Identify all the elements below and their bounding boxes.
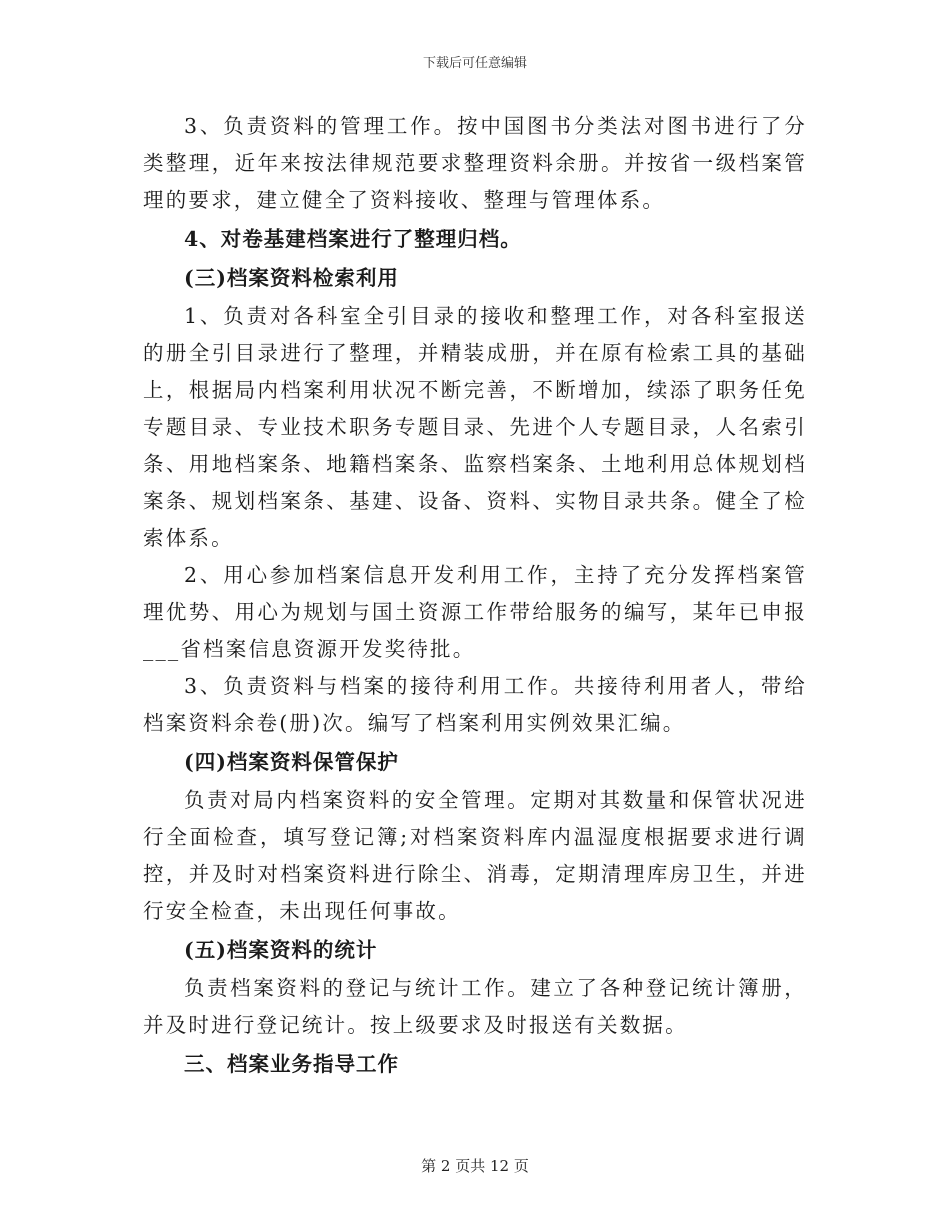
paragraph-safety-management: 负责对局内档案资料的安全管理。定期对其数量和保管状况进行全面检查，填写登记簿;对档案资料库内温湿度根据要求进行调控，并及时对档案资料进行除尘、消毒，定期清理库房卫生，并进行安全检查，未出现任何事故。	[143, 788, 807, 923]
paragraph-reception-work: 3、负责资料与档案的接待利用工作。共接待利用者人，带给档案资料余卷(册)次。编写了档案利用实例效果汇编。	[143, 674, 807, 735]
heading-archive-filing: 4、对卷基建档案进行了整理归档。	[184, 227, 522, 251]
heading-section-4: (四)档案资料保管保护	[184, 750, 399, 774]
page-footer: 第 2 页共 12 页	[421, 1157, 529, 1175]
heading-section-3: (三)档案资料检索利用	[184, 266, 399, 290]
page-header: 下载后可任意编辑	[422, 56, 527, 71]
paragraph-statistics-work: 负责档案资料的登记与统计工作。建立了各种登记统计簿册，并及时进行登记统计。按上级要求及时报送有关数据。	[143, 976, 807, 1037]
document-body	[143, 108, 807, 1084]
paragraph-catalog-work: 1、负责对各科室全引目录的接收和整理工作，对各科室报送的册全引目录进行了整理，并精装成册，并在原有检索工具的基础上，根据局内档案利用状况不断完善，不断增加，续添了职务任免专题目录、专业技术职务专题目录、先进个人专题目录，人名索引条、用地档案条、地籍档案条、监察档案条、土地利用总体规划档案条、规划档案条、基建、设备、资料、实物目录共条。健全了检索体系。	[143, 304, 807, 550]
paragraph-resource-management: 3、负责资料的管理工作。按中国图书分类法对图书进行了分类整理，近年来按法律规范要求整理资料余册。并按省一级档案管理的要求，建立健全了资料接收、整理与管理体系。	[143, 114, 807, 212]
paragraph-info-development: 2、用心参加档案信息开发利用工作，主持了充分发挥档案管理优势、用心为规划与国土资源工作带给服务的编写，某年已申报___省档案信息资源开发奖待批。	[143, 563, 807, 661]
heading-part-3: 三、档案业务指导工作	[184, 1052, 399, 1076]
heading-section-5: (五)档案资料的统计	[184, 938, 378, 962]
